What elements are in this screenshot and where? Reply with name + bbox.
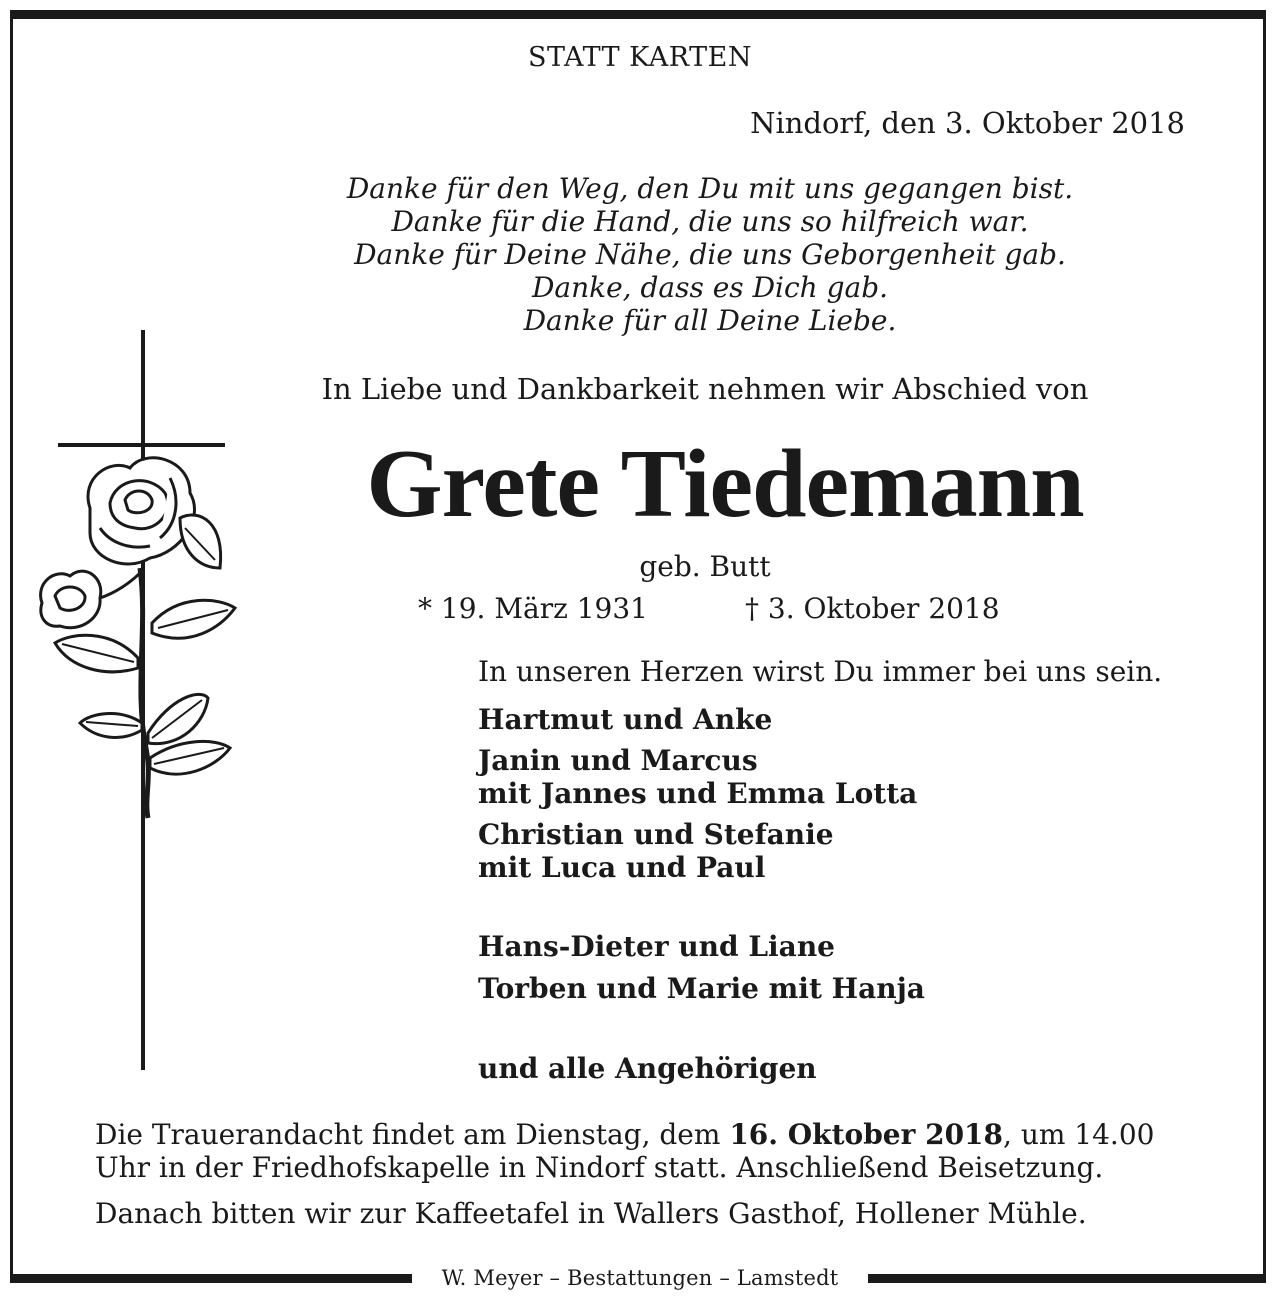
cross-rose-icon xyxy=(30,328,250,1073)
death-date: † 3. Oktober 2018 xyxy=(745,592,1000,625)
maiden-name: geb. Butt xyxy=(639,550,771,583)
family-line: Christian und Stefanie xyxy=(478,818,834,851)
statt-karten: STATT KARTEN xyxy=(528,42,752,73)
poem-line: Danke für all Deine Liebe. xyxy=(523,304,897,337)
poem-line: Danke für die Hand, die uns so hilfreich war. xyxy=(391,205,1029,238)
poem xyxy=(280,172,1140,337)
family-line: Janin und Marcus xyxy=(478,744,758,777)
poem-line: Danke, dass es Dich gab. xyxy=(531,271,889,304)
service-date: 16. Oktober 2018 xyxy=(729,1118,1004,1151)
family-line: und alle Angehörigen xyxy=(478,1052,817,1085)
family-group xyxy=(478,744,917,810)
service-text: Die Trauerandacht findet am Dienstag, dem xyxy=(95,1118,730,1151)
kaffeetafel-info: Danach bitten wir zur Kaffeetafel in Wallers Gasthof, Hollener Mühle. xyxy=(95,1197,1087,1230)
service-info xyxy=(95,1118,1205,1184)
bottom-rule-right xyxy=(868,1274,1266,1283)
deceased-name: Grete Tiedemann xyxy=(366,430,1084,538)
intro-line: In Liebe und Dankbarkeit nehmen wir Abschied von xyxy=(321,372,1089,406)
birth-date: * 19. März 1931 xyxy=(418,592,648,625)
family-line: Torben und Marie mit Hanja xyxy=(478,972,925,1005)
family-line: mit Jannes und Emma Lotta xyxy=(478,777,918,810)
family-line: Hartmut und Anke xyxy=(478,703,773,736)
poem-line: Danke für Deine Nähe, die uns Geborgenheit gab. xyxy=(354,238,1066,271)
service-text: , um 14.00 Uhr in der Friedhofskapelle in Nindorf statt. Anschließend Beisetzung. xyxy=(95,1118,1155,1184)
family-line: mit Luca und Paul xyxy=(478,851,766,884)
undertaker-footer: W. Meyer – Bestattungen – Lamstedt xyxy=(441,1266,839,1290)
place-date: Nindorf, den 3. Oktober 2018 xyxy=(750,106,1185,140)
family-line: Hans-Dieter und Liane xyxy=(478,930,835,963)
motto: In unseren Herzen wirst Du immer bei uns sein. xyxy=(478,655,1163,688)
poem-line: Danke für den Weg, den Du mit uns gegangen bist. xyxy=(346,172,1074,205)
family-group xyxy=(478,818,834,884)
bottom-rule-left xyxy=(10,1274,412,1283)
